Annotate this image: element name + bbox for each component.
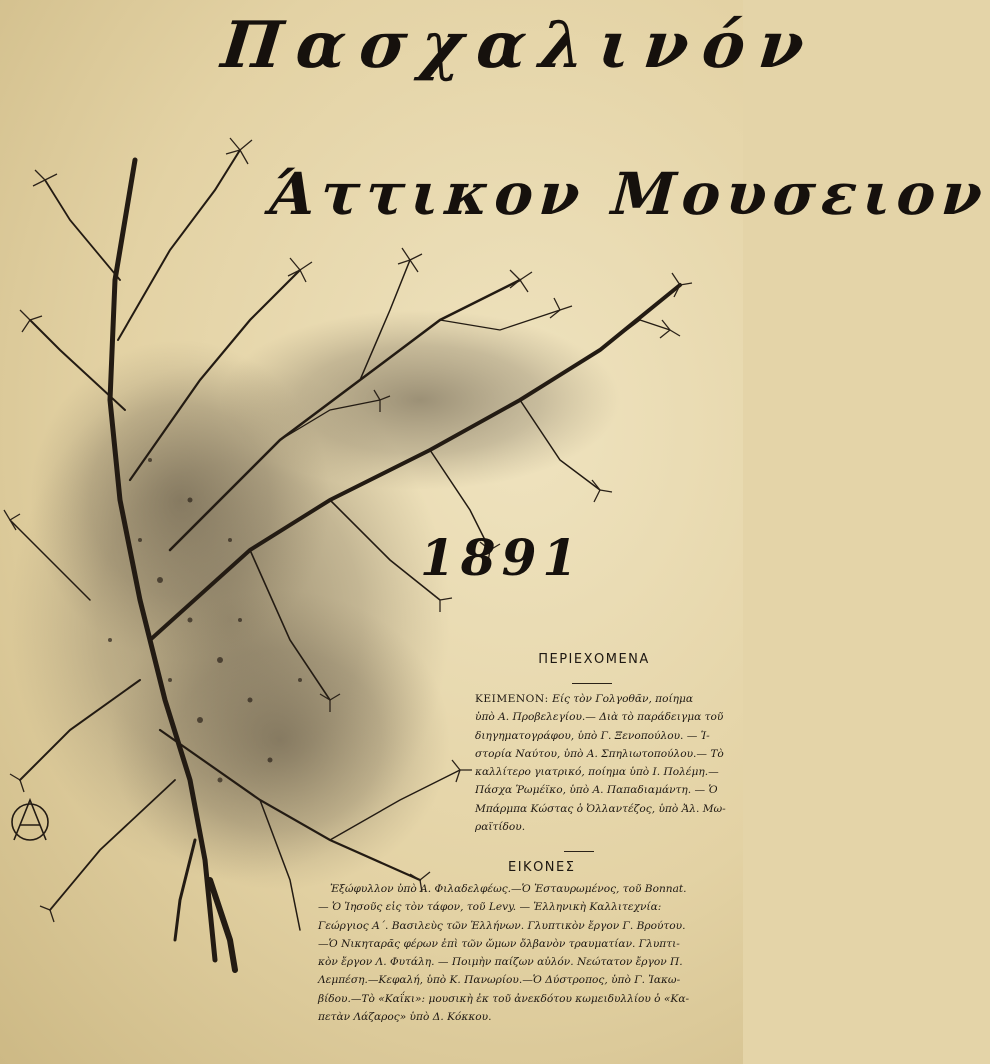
- texts-line-0: ΚΕΙΜΕΝΟΝ: Είς τὸν Γολγοθᾶν, ποίημα: [475, 693, 694, 705]
- texts-line-2: διηγηματογράφου, ὑπὸ Γ. Ξενοπούλου. — Ἱ-: [475, 729, 710, 742]
- images-list: [318, 880, 738, 1026]
- images-line-3: —Ὁ Νικηταρᾶς φέρων ἐπὶ τῶν ὤμων ὄλβανὸν τραυματίαν. Γλυπτι-: [318, 937, 680, 950]
- texts-line-7: ραϊτίδου.: [475, 821, 526, 834]
- divider-rule: [564, 851, 594, 852]
- artist-monogram: [12, 800, 48, 840]
- texts-line-6: Μπάρμπα Κώστας ὁ Ὀλλαντέζος, ὑπὸ Ἀλ. Μω-: [475, 802, 726, 815]
- texts-list: [475, 690, 737, 836]
- cover-year: 1891: [420, 528, 584, 587]
- images-line-1: — Ὁ Ἰησοῦς εἰς τὸν τάφον, τοῦ Levy. — Ἑλληνικὴ Καλλιτεχνία:: [318, 901, 662, 914]
- images-line-2: Γεώργιος Α΄. Βασιλεὺς τῶν Ἑλλήνων. Γλυπτικὸν ἔργον Γ. Βρούτου.: [318, 919, 686, 932]
- contents-heading: ΠΕΡΙΕΧΟΜΕΝΑ: [538, 652, 650, 667]
- images-line-6: βίδου.—Τὸ «Καΐκι»: μουσικὴ ἐκ τοῦ ἀνεκδότου κωμειδυλλίου ὁ «Κα-: [318, 992, 690, 1005]
- texts-line-5: Πάσχα Ῥωμέϊκο, ὑπὸ Α. Παπαδιαμάντη. — Ὁ: [475, 784, 718, 797]
- flowering-branch-illustration: [0, 80, 700, 980]
- images-heading: ΕΙΚΟΝΕΣ: [508, 860, 576, 875]
- texts-line-4: καλλίτερο γιατρικό, ποίημα ὑπὸ Ι. Πολέμη.—: [475, 766, 719, 779]
- cover-title-line2: Άττικον Μουσειον: [267, 160, 990, 228]
- texts-line-3: στορία Ναύτου, ὑπὸ Α. Σπηλιωτοπούλου.— Τὸ: [475, 747, 724, 760]
- texts-label: ΚΕΙΜΕΝΟΝ:: [475, 693, 549, 705]
- divider-rule: [572, 683, 612, 684]
- images-line-0: Ἐξώφυλλον ὑπὸ Α. Φιλαδελφέως.—Ὁ Ἐσταυρωμένος, τοῦ Bonnat.: [330, 883, 687, 895]
- texts-line-1: ὑπὸ Α. Προβελεγίου.— Διὰ τὸ παράδειγμα τοῦ: [475, 711, 724, 724]
- images-line-5: Λεμπέση.—Κεφαλή, ὑπὸ Κ. Πανωρίου.—Ὁ Δύστροπος, ὑπὸ Γ. Ἰακω-: [318, 974, 681, 987]
- images-line-4: κὸν ἔργον Λ. Φυτάλη. — Ποιμὴν παίζων αὐλόν. Νεώτατον ἔργον Π.: [318, 956, 683, 969]
- images-line-7: πετὰν Λάζαρος» ὑπὸ Δ. Κόκκου.: [318, 1011, 492, 1024]
- cover-title-line1: Πασχαλινόν: [218, 8, 822, 83]
